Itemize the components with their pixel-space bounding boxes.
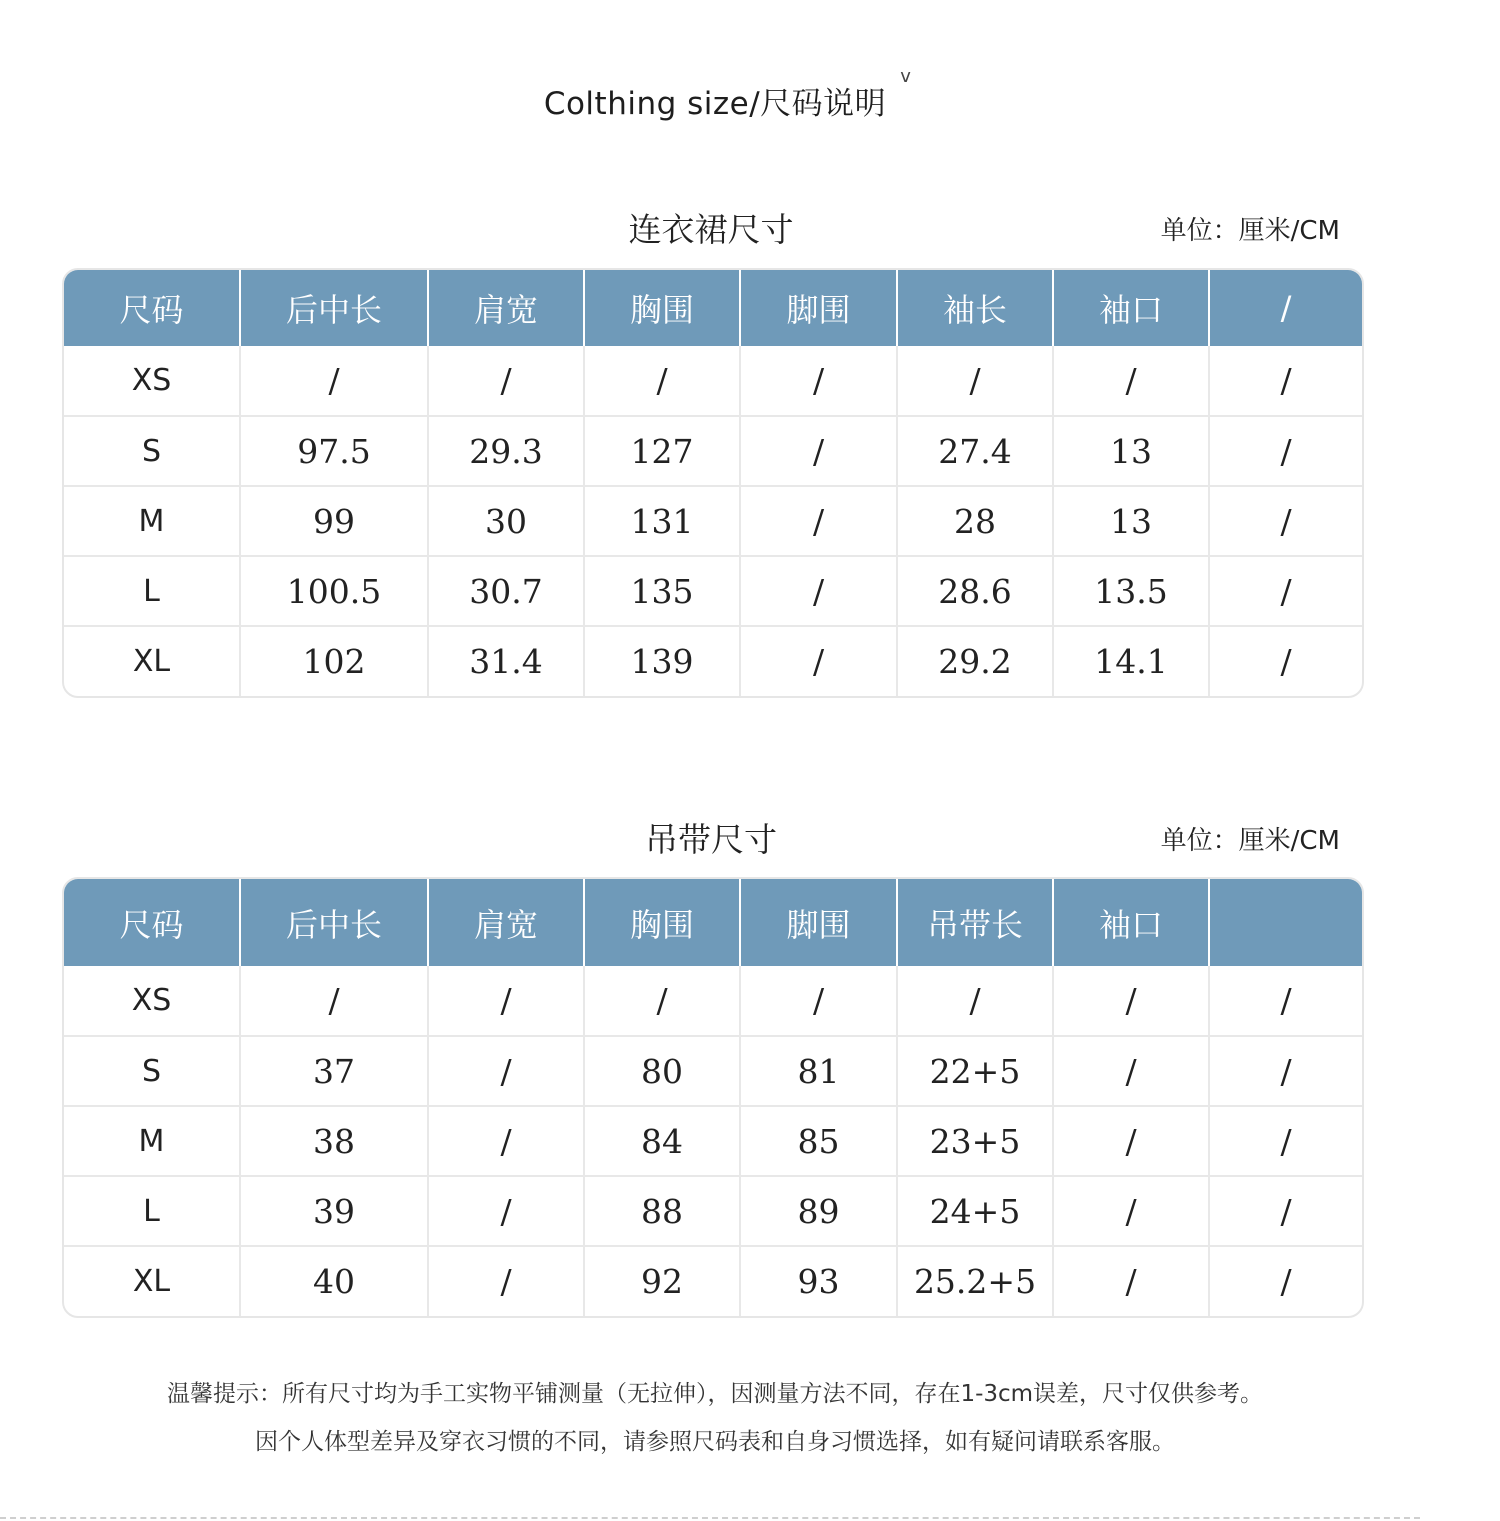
dress-table-body (64, 346, 1362, 696)
notes-line-2: 因个人体型差异及穿衣习惯的不同，请参照尺码表和自身习惯选择，如有疑问请联系客服。 (255, 1429, 1175, 1455)
dress-table-cell: 100.5 (240, 556, 428, 626)
cami-table-cell: / (428, 1176, 584, 1246)
cami-header-row (64, 879, 1362, 966)
cami-table-cell: / (897, 966, 1053, 1036)
cami-table-cell: 24+5 (897, 1176, 1053, 1246)
dress-table-row (64, 346, 1362, 416)
cami-table-cell: / (428, 1106, 584, 1176)
cami-table-cell: / (1053, 1036, 1209, 1106)
dress-table-cell: 127 (584, 416, 740, 486)
dress-size-label: M (64, 486, 240, 556)
dress-size-label: S (64, 416, 240, 486)
cami-table-cell: 89 (740, 1176, 897, 1246)
cami-table-cell: 37 (240, 1036, 428, 1106)
dress-header-cell: 脚围 (740, 270, 897, 346)
cami-table-cell: / (428, 966, 584, 1036)
dress-table-cell: / (1209, 346, 1362, 416)
cami-table-row (64, 1176, 1362, 1246)
dress-table-cell: / (740, 556, 897, 626)
cami-table-cell: / (1209, 1036, 1362, 1106)
dress-table-cell: / (1209, 486, 1362, 556)
dress-table-cell: / (1209, 556, 1362, 626)
cami-table-cell: / (584, 966, 740, 1036)
cami-header-cell: 吊带长 (897, 879, 1053, 966)
cami-header-cell: 袖口 (1053, 879, 1209, 966)
cami-table-row (64, 966, 1362, 1036)
dress-header-cell: / (1209, 270, 1362, 346)
dress-size-section (62, 204, 1360, 698)
cami-header-cell: 胸围 (584, 879, 740, 966)
dress-table-cell: / (897, 346, 1053, 416)
cami-table-cell: / (1053, 1246, 1209, 1316)
dress-table-cell: / (1209, 626, 1362, 696)
dress-table-cell: / (740, 486, 897, 556)
dress-table-cell: 29.2 (897, 626, 1053, 696)
dress-table-cell: 28.6 (897, 556, 1053, 626)
cami-table-body (64, 966, 1362, 1316)
dress-table-row (64, 626, 1362, 696)
cami-size-label: S (64, 1036, 240, 1106)
dress-header-cell: 袖长 (897, 270, 1053, 346)
cami-table-cell: / (428, 1246, 584, 1316)
title-mark: v (900, 66, 912, 87)
cami-header-cell (1209, 879, 1362, 966)
dress-table-cell: 13.5 (1053, 556, 1209, 626)
cami-size-label: XS (131, 983, 172, 1018)
cami-table-row (64, 1246, 1362, 1316)
dress-header-cell: 尺码 (64, 270, 240, 346)
cami-size-label: L (64, 1176, 240, 1246)
cami-table-cell: 88 (584, 1176, 740, 1246)
cami-table-cell: / (1209, 966, 1362, 1036)
dress-size-label: XL (64, 626, 240, 696)
dress-header-cell: 后中长 (240, 270, 428, 346)
dress-table-cell: 13 (1053, 486, 1209, 556)
dress-table-cell: 28 (897, 486, 1053, 556)
dress-table-cell: 30 (428, 486, 584, 556)
cami-section-header (62, 814, 1360, 874)
cami-size-label: XL (64, 1246, 240, 1316)
cami-table-cell: / (428, 1036, 584, 1106)
cami-unit-label: 单位：厘米/CM (1160, 826, 1340, 856)
cami-table-cell: / (1053, 1106, 1209, 1176)
cami-table-cell: / (240, 966, 428, 1036)
cami-table-cell: / (1209, 1106, 1362, 1176)
cami-table-cell: / (1053, 1176, 1209, 1246)
page-title-text: Colthing size/尺码说明 (543, 86, 887, 122)
measurement-notes (0, 1370, 1430, 1466)
dress-table-cell: 99 (240, 486, 428, 556)
cami-table-cell: / (1209, 1176, 1362, 1246)
dress-table-cell: 31.4 (428, 626, 584, 696)
cami-table-cell: 38 (240, 1106, 428, 1176)
dress-table-row (64, 556, 1362, 626)
cami-size-table (62, 877, 1364, 1318)
dress-table-cell: 139 (584, 626, 740, 696)
cami-table-cell: 25.2+5 (897, 1246, 1053, 1316)
cami-table-row (64, 1036, 1362, 1106)
dress-table-cell: 102 (240, 626, 428, 696)
dress-table-cell: 30.7 (428, 556, 584, 626)
dress-section-header (62, 204, 1360, 264)
cami-table-cell: 85 (740, 1106, 897, 1176)
dress-table-cell: / (428, 346, 584, 416)
dress-table-cell: 14.1 (1053, 626, 1209, 696)
cami-table-cell: / (1209, 1246, 1362, 1316)
dress-header-cell: 袖口 (1053, 270, 1209, 346)
dress-table-cell: / (740, 626, 897, 696)
dress-header-cell: 肩宽 (428, 270, 584, 346)
dress-table-cell: 135 (584, 556, 740, 626)
dress-table-cell: / (584, 346, 740, 416)
dress-size-table (62, 268, 1364, 698)
notes-line-1: 温馨提示：所有尺寸均为手工实物平铺测量（无拉伸），因测量方法不同，存在1-3cm误差，尺寸仅供参考。 (166, 1381, 1264, 1407)
cami-header-cell: 脚围 (740, 879, 897, 966)
dress-table-cell: 27.4 (897, 416, 1053, 486)
dress-table-cell: / (240, 346, 428, 416)
dress-table-cell: 131 (584, 486, 740, 556)
cami-section-title: 吊带尺寸 (645, 820, 777, 859)
dress-table-cell: 13 (1053, 416, 1209, 486)
dress-table-row (64, 486, 1362, 556)
cami-header-cell: 后中长 (240, 879, 428, 966)
cami-table-cell: / (740, 966, 897, 1036)
page-title (0, 66, 1430, 123)
dress-table-cell: / (1053, 346, 1209, 416)
dress-header-cell: 胸围 (584, 270, 740, 346)
dress-table-cell: 97.5 (240, 416, 428, 486)
cami-header-cell: 尺码 (64, 879, 240, 966)
cami-table-cell: 93 (740, 1246, 897, 1316)
cami-table-row (64, 1106, 1362, 1176)
cami-table-cell: 84 (584, 1106, 740, 1176)
cami-header-cell: 肩宽 (428, 879, 584, 966)
cami-size-label: M (64, 1106, 240, 1176)
cami-table-cell: 23+5 (897, 1106, 1053, 1176)
cami-table-cell: 22+5 (897, 1036, 1053, 1106)
cami-table-cell: 39 (240, 1176, 428, 1246)
cami-size-section (62, 814, 1360, 1318)
dress-size-label: XS (131, 363, 172, 398)
cami-table-cell: / (1053, 966, 1209, 1036)
bottom-divider (0, 1517, 1420, 1519)
cami-table-cell: 92 (584, 1246, 740, 1316)
dress-table-cell: / (740, 346, 897, 416)
dress-table-cell: / (740, 416, 897, 486)
dress-header-row (64, 270, 1362, 346)
cami-table-cell: 80 (584, 1036, 740, 1106)
cami-table (64, 879, 1362, 1316)
cami-table-cell: 81 (740, 1036, 897, 1106)
dress-section-title: 连衣裙尺寸 (628, 210, 794, 249)
dress-size-label: L (64, 556, 240, 626)
cami-table-cell: 40 (240, 1246, 428, 1316)
dress-table-cell: 29.3 (428, 416, 584, 486)
dress-table-row (64, 416, 1362, 486)
dress-table-cell: / (1209, 416, 1362, 486)
dress-table (64, 270, 1362, 696)
dress-unit-label: 单位：厘米/CM (1160, 216, 1340, 246)
